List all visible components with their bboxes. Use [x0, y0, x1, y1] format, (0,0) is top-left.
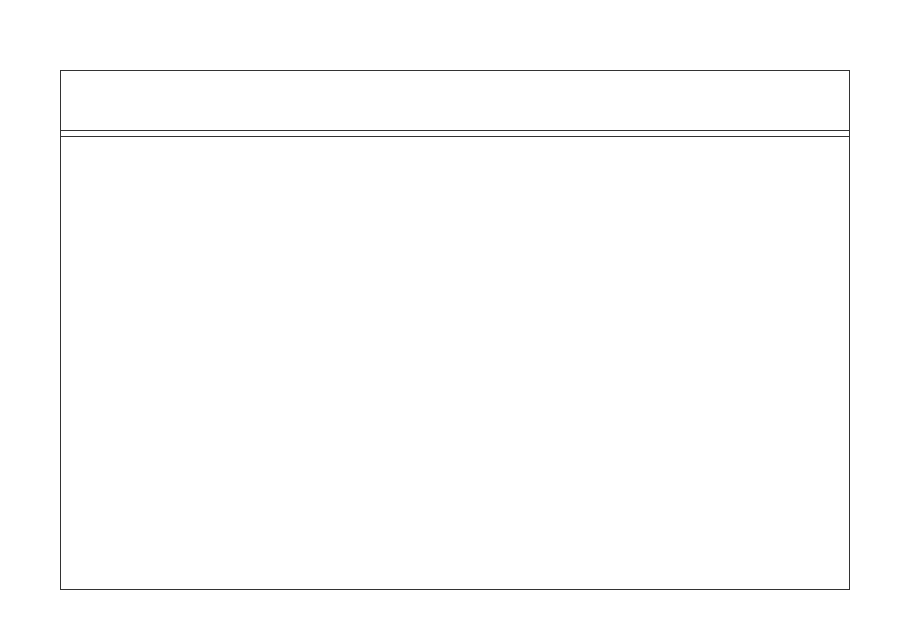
table-border — [60, 70, 61, 590]
table-border — [60, 589, 850, 590]
table-border — [849, 70, 850, 590]
table-border — [60, 70, 850, 71]
document-sheet — [60, 70, 850, 590]
